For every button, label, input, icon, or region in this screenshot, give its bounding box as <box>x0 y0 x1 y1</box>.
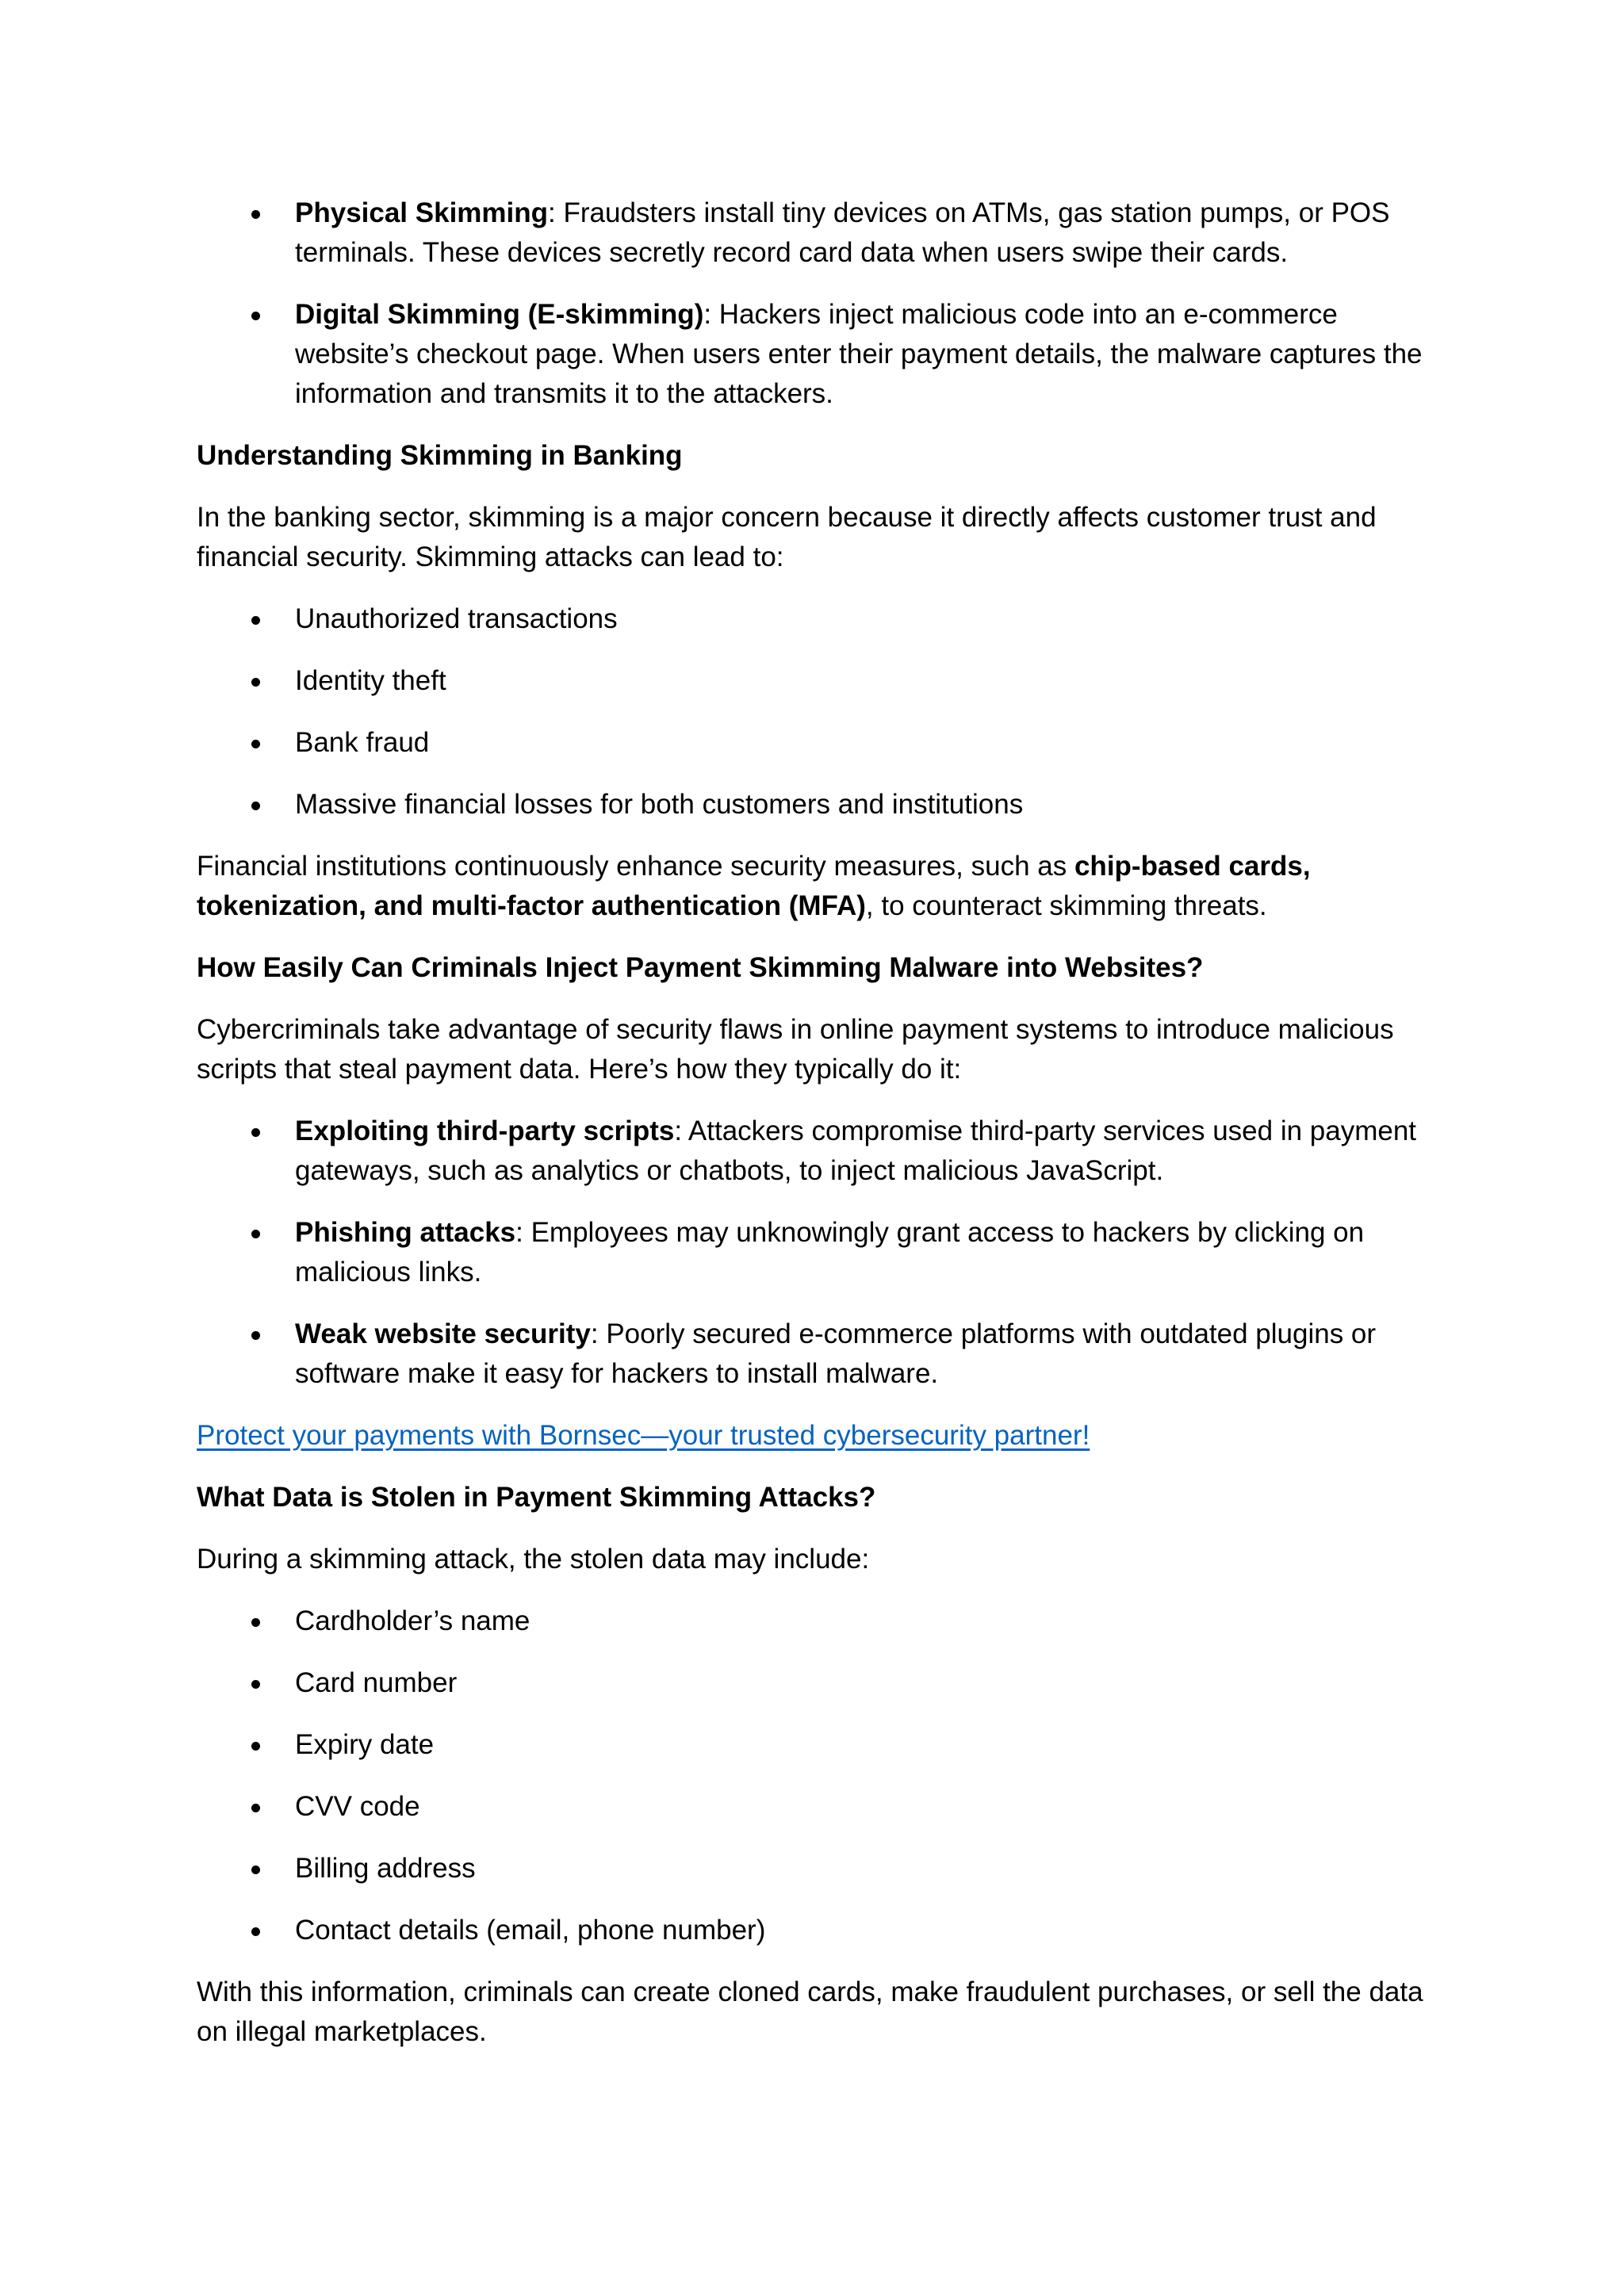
list-item <box>197 785 1434 825</box>
closing-text-before: Financial institutions continuously enhance security measures, such as <box>197 851 1074 882</box>
list-item <box>197 1725 1434 1765</box>
promo-paragraph <box>197 1416 1434 1456</box>
banking-heading: Understanding Skimming in Banking <box>197 440 683 471</box>
list-item <box>197 1112 1434 1191</box>
inject-methods-list <box>197 1112 1434 1394</box>
bullet-icon <box>251 1128 260 1137</box>
bullet-icon <box>251 1331 260 1340</box>
bullet-icon <box>251 1680 260 1689</box>
list-item-text: Bank fraud <box>295 727 430 758</box>
list-item-text: Contact details (email, phone number) <box>295 1915 766 1946</box>
promo-link[interactable]: Protect your payments with Bornsec—your trusted cybersecurity partner! <box>197 1420 1090 1451</box>
bullet-icon <box>251 312 260 320</box>
list-item <box>197 1663 1434 1703</box>
list-item <box>197 1787 1434 1827</box>
list-item <box>197 1601 1434 1641</box>
bullet-icon <box>251 1804 260 1812</box>
bullet-icon <box>251 1866 260 1874</box>
list-item <box>197 1213 1434 1292</box>
inject-heading: How Easily Can Criminals Inject Payment Skimming Malware into Websites? <box>197 952 1204 983</box>
item-term: Physical Skimming <box>295 197 549 228</box>
inject-intro: Cybercriminals take advantage of security flaws in online payment systems to introduce malicious scripts that steal payment data. Here’s how they typically do it: <box>197 1014 1394 1085</box>
item-description: : Fraudsters install tiny devices on ATMs, gas station pumps, or POS terminals. These devices secretly record card data when users swipe their cards. <box>295 197 1390 268</box>
item-term: Digital Skimming (E-skimming) <box>295 299 704 330</box>
item-term: Phishing attacks <box>295 1217 516 1248</box>
stolen-data-list <box>197 1601 1434 1950</box>
bullet-icon <box>251 678 260 687</box>
list-item-text: Identity theft <box>295 665 446 696</box>
list-item <box>197 1911 1434 1950</box>
document-page <box>197 193 1434 2074</box>
item-description: : Poorly secured e-commerce platforms with outdated plugins or software make it easy for hackers to install malware. <box>295 1318 1377 1389</box>
list-item-text: Unauthorized transactions <box>295 603 618 634</box>
stolen-closing: With this information, criminals can create cloned cards, make fraudulent purchases, or sell the data on illegal marketplaces. <box>197 1976 1423 2047</box>
list-item-text: Massive financial losses for both customers and institutions <box>295 789 1024 820</box>
stolen-heading: What Data is Stolen in Payment Skimming Attacks? <box>197 1482 876 1513</box>
bullet-icon <box>251 1927 260 1936</box>
item-description: : Hackers inject malicious code into an e-commerce website’s checkout page. When users enter their payment details, the malware captures the information and transmits it to the attackers. <box>295 299 1423 409</box>
bullet-icon <box>251 210 260 219</box>
list-item-text: CVV code <box>295 1791 420 1822</box>
list-item-text: Card number <box>295 1667 458 1698</box>
item-term: Weak website security <box>295 1318 591 1349</box>
list-item <box>197 661 1434 701</box>
list-item <box>197 599 1434 639</box>
bullet-icon <box>251 1618 260 1627</box>
skimming-types-list <box>197 193 1434 414</box>
banking-closing <box>197 847 1434 926</box>
list-item <box>197 723 1434 763</box>
list-item-text: Expiry date <box>295 1729 435 1760</box>
closing-bold: chip-based cards, tokenization, and multi-factor authentication (MFA) <box>197 851 1311 921</box>
bullet-icon <box>251 616 260 625</box>
list-item-text: Cardholder’s name <box>295 1605 530 1636</box>
bullet-icon <box>251 1230 260 1238</box>
bullet-icon <box>251 1742 260 1751</box>
item-description: : Employees may unknowingly grant access to hackers by clicking on malicious links. <box>295 1217 1365 1288</box>
list-item <box>197 193 1434 273</box>
stolen-intro: During a skimming attack, the stolen data may include: <box>197 1544 870 1575</box>
bullet-icon <box>251 740 260 748</box>
list-item <box>197 1849 1434 1888</box>
banking-consequences-list <box>197 599 1434 825</box>
list-item <box>197 1314 1434 1394</box>
banking-intro: In the banking sector, skimming is a major concern because it directly affects customer trust and financial security. Skimming attacks can lead to: <box>197 502 1377 572</box>
item-description: : Attackers compromise third-party services used in payment gateways, such as analytics or chatbots, to inject malicious JavaScript. <box>295 1115 1417 1186</box>
closing-text-after: , to counteract skimming threats. <box>865 890 1267 921</box>
bullet-icon <box>251 802 260 810</box>
list-item-text: Billing address <box>295 1853 476 1884</box>
list-item <box>197 295 1434 414</box>
item-term: Exploiting third-party scripts <box>295 1115 675 1146</box>
